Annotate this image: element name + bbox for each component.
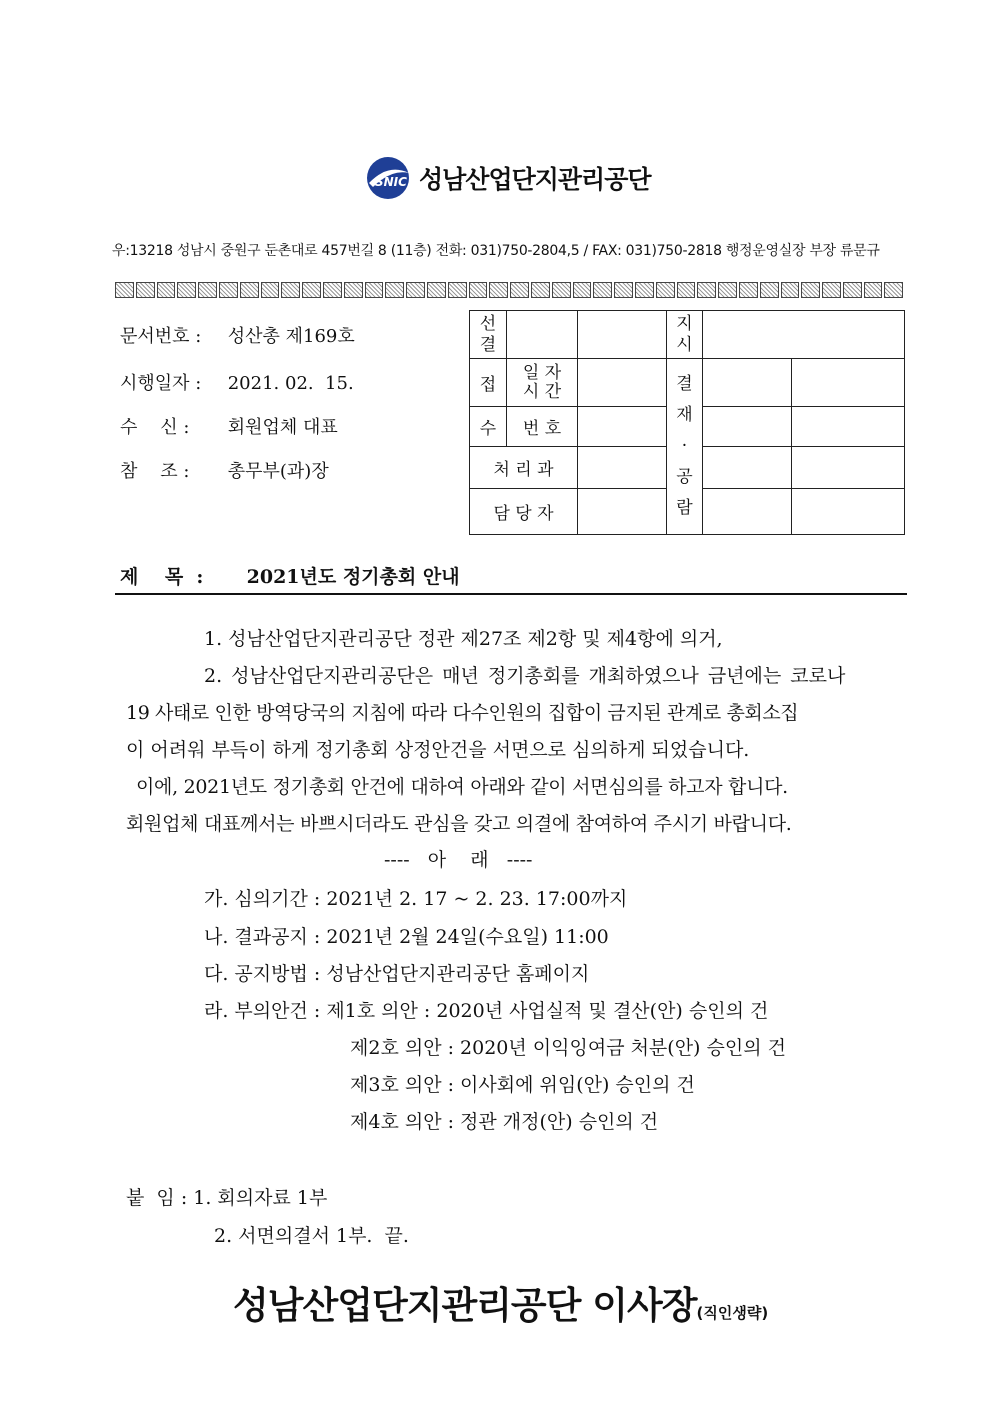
attachment-2: 2. 서면의결서 1부. 끝. <box>214 1225 409 1247</box>
subject-text: 2021년도 정기총회 안내 <box>246 566 460 588</box>
org-name: 성남산업단지관리공단 <box>419 165 651 194</box>
cheorigwa-cell: 처 리 과 <box>470 447 578 489</box>
doc-number-row <box>120 322 355 348</box>
org-logo <box>365 152 651 204</box>
seal-omitted-note: (직인생략) <box>696 1304 769 1322</box>
subject-label: 제 목 : <box>120 566 204 588</box>
divider-pattern-box <box>635 282 654 298</box>
divider-pattern-box <box>864 282 883 298</box>
divider-pattern-box <box>531 282 550 298</box>
subject-row <box>120 562 460 589</box>
divider-pattern-box <box>302 282 321 298</box>
divider-pattern-box <box>323 282 342 298</box>
divider-pattern-box <box>822 282 841 298</box>
svg-text:SNIC: SNIC <box>375 175 407 189</box>
closing-signature <box>233 1275 768 1329</box>
divider-pattern-box <box>261 282 280 298</box>
doc-number-label: 문서번호 : <box>120 326 202 347</box>
divider-pattern-box <box>344 282 363 298</box>
divider-pattern-box <box>281 282 300 298</box>
divider-pattern-box <box>593 282 612 298</box>
divider-pattern-box <box>677 282 696 298</box>
divider-pattern-box <box>739 282 758 298</box>
divider-pattern-box <box>469 282 488 298</box>
closing-title: 성남산업단지관리공단 이사장 <box>233 1284 697 1327</box>
divider-pattern-box <box>552 282 571 298</box>
divider-pattern-box <box>884 282 903 298</box>
divider-pattern-box <box>427 282 446 298</box>
divider-pattern-box <box>240 282 259 298</box>
subject-underline <box>115 593 907 595</box>
date: 2021. 02. 15. <box>227 373 354 394</box>
divider-pattern-box <box>385 282 404 298</box>
item-na: 나. 결과공지 : 2021년 2월 24일(수요일) 11:00 <box>204 926 609 948</box>
reference-label: 참 조 : <box>120 461 190 482</box>
divider-pattern-box <box>198 282 217 298</box>
divider-pattern-box <box>177 282 196 298</box>
snic-logo-icon <box>365 155 411 201</box>
item-ra-4: 제4호 의안 : 정관 개정(안) 승인의 건 <box>350 1111 659 1133</box>
below-heading: ---- 아 래 ---- <box>384 849 533 871</box>
divider-pattern-box <box>781 282 800 298</box>
reference: 총무부(과)장 <box>227 461 329 482</box>
doc-number: 성산총 제169호 <box>227 326 355 347</box>
beonho-cell: 번 호 <box>507 407 578 447</box>
approval-box <box>469 310 905 535</box>
divider-pattern-box <box>365 282 384 298</box>
divider-pattern-box <box>801 282 820 298</box>
divider-pattern-box <box>718 282 737 298</box>
gyeoljae-gongram-cell: 결 재 · 공 람 <box>667 359 703 535</box>
address-line: 우:13218 성남시 중원구 둔촌대로 457번길 8 (11층) 전화: 031)750-2804,5 / FAX: 031)750-2818 행정운영실장 부장 류문규 <box>112 243 880 259</box>
reference-row <box>120 457 329 483</box>
jisi-cell: 지 시 <box>667 311 703 359</box>
divider-pattern-box <box>115 282 134 298</box>
item-ra-2: 제2호 의안 : 2020년 이익잉여금 처분(안) 승인의 건 <box>350 1037 786 1059</box>
item-ra-3: 제3호 의안 : 이사회에 위임(안) 승인의 건 <box>350 1074 695 1096</box>
divider-pattern-box <box>157 282 176 298</box>
recipient: 회원업체 대표 <box>227 417 338 438</box>
divider-pattern-box <box>614 282 633 298</box>
recipient-label: 수 신 : <box>120 417 190 438</box>
divider-pattern-box <box>656 282 675 298</box>
paragraph-2-line-3: 이 어려워 부득이 하게 정기총회 상정안건을 서면으로 심의하게 되었습니다. <box>126 739 750 761</box>
jeop-cell: 접 <box>470 359 507 407</box>
divider-pattern-box <box>136 282 155 298</box>
divider-pattern-box <box>843 282 862 298</box>
paragraph-2-line-1: 2. 성남산업단지관리공단은 매년 정기총회를 개최하였으나 금년에는 코로나 <box>204 665 846 687</box>
damdangja-cell: 담 당 자 <box>470 489 578 535</box>
divider-pattern-box <box>697 282 716 298</box>
attachment-1: 붙 임 : 1. 회의자료 1부 <box>126 1187 328 1209</box>
paragraph-3-line-1: 이에, 2021년도 정기총회 안건에 대하여 아래와 같이 서면심의를 하고자 합니다. <box>136 776 788 798</box>
divider-pattern-box <box>406 282 425 298</box>
divider-pattern-box <box>760 282 779 298</box>
date-label: 시행일자 : <box>120 373 202 394</box>
seongyeol-cell: 선 결 <box>470 311 507 359</box>
item-ra: 라. 부의안건 : 제1호 의안 : 2020년 사업실적 및 결산(안) 승인의 건 <box>204 1000 769 1022</box>
divider-pattern-box <box>489 282 508 298</box>
date-row <box>120 369 354 395</box>
su-cell: 수 <box>470 407 507 447</box>
item-ga: 가. 심의기간 : 2021년 2. 17 ~ 2. 23. 17:00까지 <box>204 888 628 910</box>
paragraph-2-line-2: 19 사태로 인한 방역당국의 지침에 따라 다수인원의 집합이 금지된 관계로 총회소집 <box>126 702 799 724</box>
divider-pattern-box <box>219 282 238 298</box>
divider-pattern-box <box>448 282 467 298</box>
paragraph-3-line-2: 회원업체 대표께서는 바쁘시더라도 관심을 갖고 의결에 참여하여 주시기 바랍니다. <box>126 813 792 835</box>
divider-pattern-box <box>510 282 529 298</box>
recipient-row <box>120 413 338 439</box>
decorative-divider <box>115 282 903 298</box>
item-da: 다. 공지방법 : 성남산업단지관리공단 홈페이지 <box>204 963 590 985</box>
ilja-sigan-cell: 일 자 시 간 <box>507 359 578 407</box>
paragraph-1: 1. 성남산업단지관리공단 정관 제27조 제2항 및 제4항에 의거, <box>204 628 723 650</box>
divider-pattern-box <box>573 282 592 298</box>
